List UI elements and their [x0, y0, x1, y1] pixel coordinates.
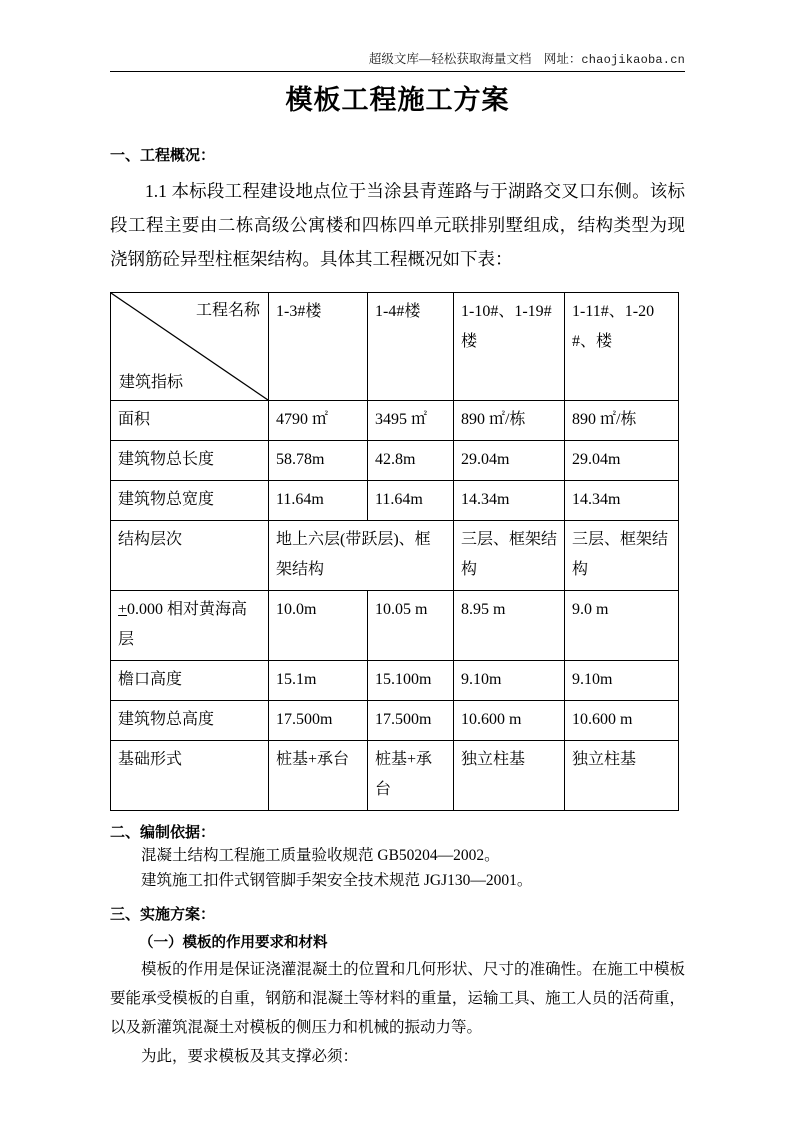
page-content	[110, 0, 685, 1071]
table-row	[111, 401, 679, 441]
row-label-area: 面积	[111, 401, 269, 441]
table-row	[111, 701, 679, 741]
table-column-header-2: 1-4#楼	[368, 293, 454, 401]
cell-width-3: 14.34m	[454, 481, 565, 521]
row-label-foundation-type: 基础形式	[111, 741, 269, 811]
table-column-header-4: 1-11#、1-20#、楼	[565, 293, 679, 401]
cell-area-3: 890 ㎡/栋	[454, 401, 565, 441]
table-row	[111, 481, 679, 521]
cell-eave-4: 9.10m	[565, 661, 679, 701]
table-row	[111, 521, 679, 591]
cell-height-3: 10.600 m	[454, 701, 565, 741]
page-title: 模板工程施工方案	[285, 85, 510, 116]
cell-eave-3: 9.10m	[454, 661, 565, 701]
row-label-total-length: 建筑物总长度	[111, 441, 269, 481]
cell-eave-2: 15.100m	[368, 661, 454, 701]
table-column-header-1: 1-3#楼	[269, 293, 368, 401]
cell-foundation-4: 独立柱基	[565, 741, 679, 811]
cell-height-4: 10.600 m	[565, 701, 679, 741]
running-header	[110, 0, 685, 68]
cell-length-2: 42.8m	[368, 441, 454, 481]
table-header-row	[111, 293, 679, 401]
row-label-eave-height: 檐口高度	[111, 661, 269, 701]
corner-label-bottom: 建筑指标	[119, 374, 184, 391]
cell-length-3: 29.04m	[454, 441, 565, 481]
table-row	[111, 441, 679, 481]
row-label-relative-elevation-text: 0.000 相对黄海高层	[118, 601, 248, 648]
paragraph-formwork-role: 模板的作用是保证浇灌混凝土的位置和几何形状、尺寸的准确性。在施工中模板要能承受模板的自重，钢筋和混凝土等材料的重量，运输工具、施工人员的活荷重，以及新灌筑混凝土对模板的侧压力和机械的振动力等。	[110, 961, 685, 1036]
cell-width-2: 11.64m	[368, 481, 454, 521]
header-url: chaojikaoba.cn	[581, 53, 685, 67]
row-label-total-width: 建筑物总宽度	[111, 481, 269, 521]
cell-foundation-1: 桩基+承台	[269, 741, 368, 811]
paragraph-formwork-requirements: 为此，要求模板及其支撑必须：	[141, 1048, 359, 1065]
table-row	[111, 591, 679, 661]
cell-foundation-2: 桩基+承台	[368, 741, 454, 811]
cell-foundation-3: 独立柱基	[454, 741, 565, 811]
paragraph-project-overview: 1.1 本标段工程建设地点位于当涂县青莲路与于湖路交叉口东侧。该标段工程主要由二栋高级公寓楼和四栋四单元联排别墅组成，结构类型为现浇钢筋砼异型柱框架结构。具体其工程概况如下表：	[110, 181, 685, 269]
header-spacer	[531, 52, 544, 66]
compilation-basis-item-2: 建筑施工扣件式钢管脚手架安全技术规范 JGJ130—2001。	[141, 872, 533, 889]
cell-eave-1: 15.1m	[269, 661, 368, 701]
cell-elevation-1: 10.0m	[269, 591, 368, 661]
cell-height-1: 17.500m	[269, 701, 368, 741]
row-label-structure-levels: 结构层次	[111, 521, 269, 591]
cell-elevation-3: 8.95 m	[454, 591, 565, 661]
cell-length-4: 29.04m	[565, 441, 679, 481]
cell-width-4: 14.34m	[565, 481, 679, 521]
cell-structure-merged: 地上六层(带跃层)、框架结构	[269, 521, 454, 591]
heading-implementation-plan: 三、实施方案：	[110, 905, 216, 923]
cell-area-2: 3495 ㎡	[368, 401, 454, 441]
cell-area-1: 4790 ㎡	[269, 401, 368, 441]
cell-area-4: 890 ㎡/栋	[565, 401, 679, 441]
heading-compilation-basis: 二、编制依据：	[110, 823, 216, 841]
heading-project-overview: 一、工程概况：	[110, 146, 216, 164]
cell-length-1: 58.78m	[269, 441, 368, 481]
compilation-basis-item-1: 混凝土结构工程施工质量验收规范 GB50204—2002。	[141, 847, 500, 864]
corner-label-top: 工程名称	[195, 302, 260, 319]
project-spec-table	[110, 292, 679, 811]
table-row	[111, 661, 679, 701]
cell-elevation-4: 9.0 m	[565, 591, 679, 661]
table-corner-cell	[111, 293, 269, 401]
cell-structure-3: 三层、框架结构	[454, 521, 565, 591]
table-row	[111, 741, 679, 811]
row-label-relative-elevation	[111, 591, 269, 661]
header-site-name: 超级文库—轻松获取海量文档	[368, 52, 532, 66]
cell-structure-4: 三层、框架结构	[565, 521, 679, 591]
project-spec-table-wrap	[110, 292, 685, 811]
plus-minus-sign: +	[118, 601, 128, 618]
header-divider	[110, 71, 685, 72]
table-column-header-3: 1-10#、1-19#楼	[454, 293, 565, 401]
header-url-label: 网址：	[543, 52, 582, 66]
heading-formwork-role-materials: （一）模板的作用要求和材料	[139, 935, 328, 951]
cell-elevation-2: 10.05 m	[368, 591, 454, 661]
cell-height-2: 17.500m	[368, 701, 454, 741]
cell-width-1: 11.64m	[269, 481, 368, 521]
row-label-total-height: 建筑物总高度	[111, 701, 269, 741]
